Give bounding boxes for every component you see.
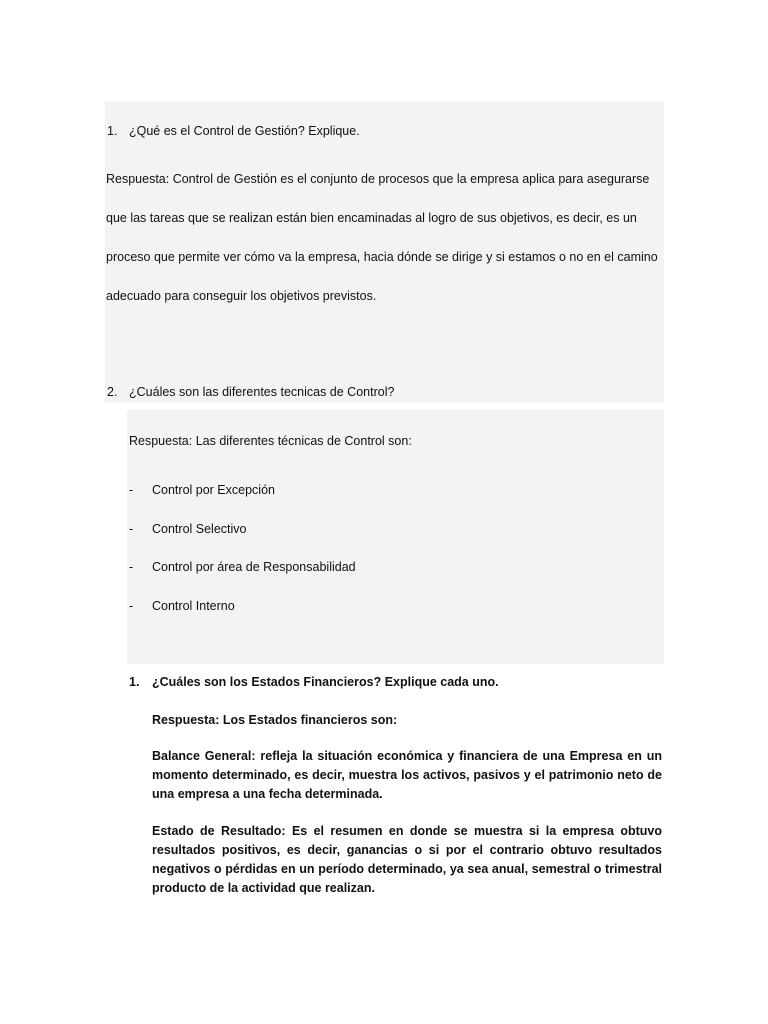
answer-2-intro: Respuesta: Las diferentes técnicas de Control son:	[129, 434, 412, 448]
list-item-control-por-excepcion: Control por Excepción	[152, 483, 275, 497]
list-item-bullet: -	[129, 522, 134, 536]
question-3-text: ¿Cuáles son los Estados Financieros? Explique cada uno.	[152, 675, 499, 689]
paragraph-estado-de-resultado: Estado de Resultado: Es el resumen en donde se muestra si la empresa obtuvo resultados positivos, es decir, ganancias o si por el contrario obtuvo resultados negativos o pérdidas en un período determinado, ya sea anual, semestral o trimestral producto de la actividad que realizan.	[152, 824, 662, 895]
question-3-number: 1.	[129, 675, 140, 689]
list-item-control-por-area: Control por área de Responsabilidad	[152, 560, 356, 574]
question-1-number: 1.	[107, 124, 118, 138]
answer-3-intro: Respuesta: Los Estados financieros son:	[152, 713, 398, 727]
answer-1-line-2: que las tareas que se realizan están bien encaminadas al logro de sus objetivos, es decir, es un	[106, 211, 637, 225]
question-1-text: ¿Qué es el Control de Gestión? Explique.	[129, 124, 360, 138]
question-2-text: ¿Cuáles son las diferentes tecnicas de Control?	[129, 385, 395, 399]
paragraph-balance-general: Balance General: refleja la situación económica y financiera de una Empresa en un momento determinado, es decir, muestra los activos, pasivos y el patrimonio neto de una empresa a una fecha determinada.	[152, 749, 662, 801]
answer-1-line-3: proceso que permite ver cómo va la empresa, hacia dónde se dirige y si estamos o no en el camino	[106, 250, 658, 264]
answer-1-line-1: Respuesta: Control de Gestión es el conjunto de procesos que la empresa aplica para asegurarse	[106, 172, 650, 186]
answer-1-line-4: adecuado para conseguir los objetivos previstos.	[106, 289, 377, 303]
list-item-bullet: -	[129, 560, 134, 574]
list-item-control-interno: Control Interno	[152, 599, 235, 613]
list-item-bullet: -	[129, 483, 134, 497]
list-item-bullet: -	[129, 599, 134, 613]
question-2-number: 2.	[107, 385, 118, 399]
list-item-control-selectivo: Control Selectivo	[152, 522, 247, 536]
